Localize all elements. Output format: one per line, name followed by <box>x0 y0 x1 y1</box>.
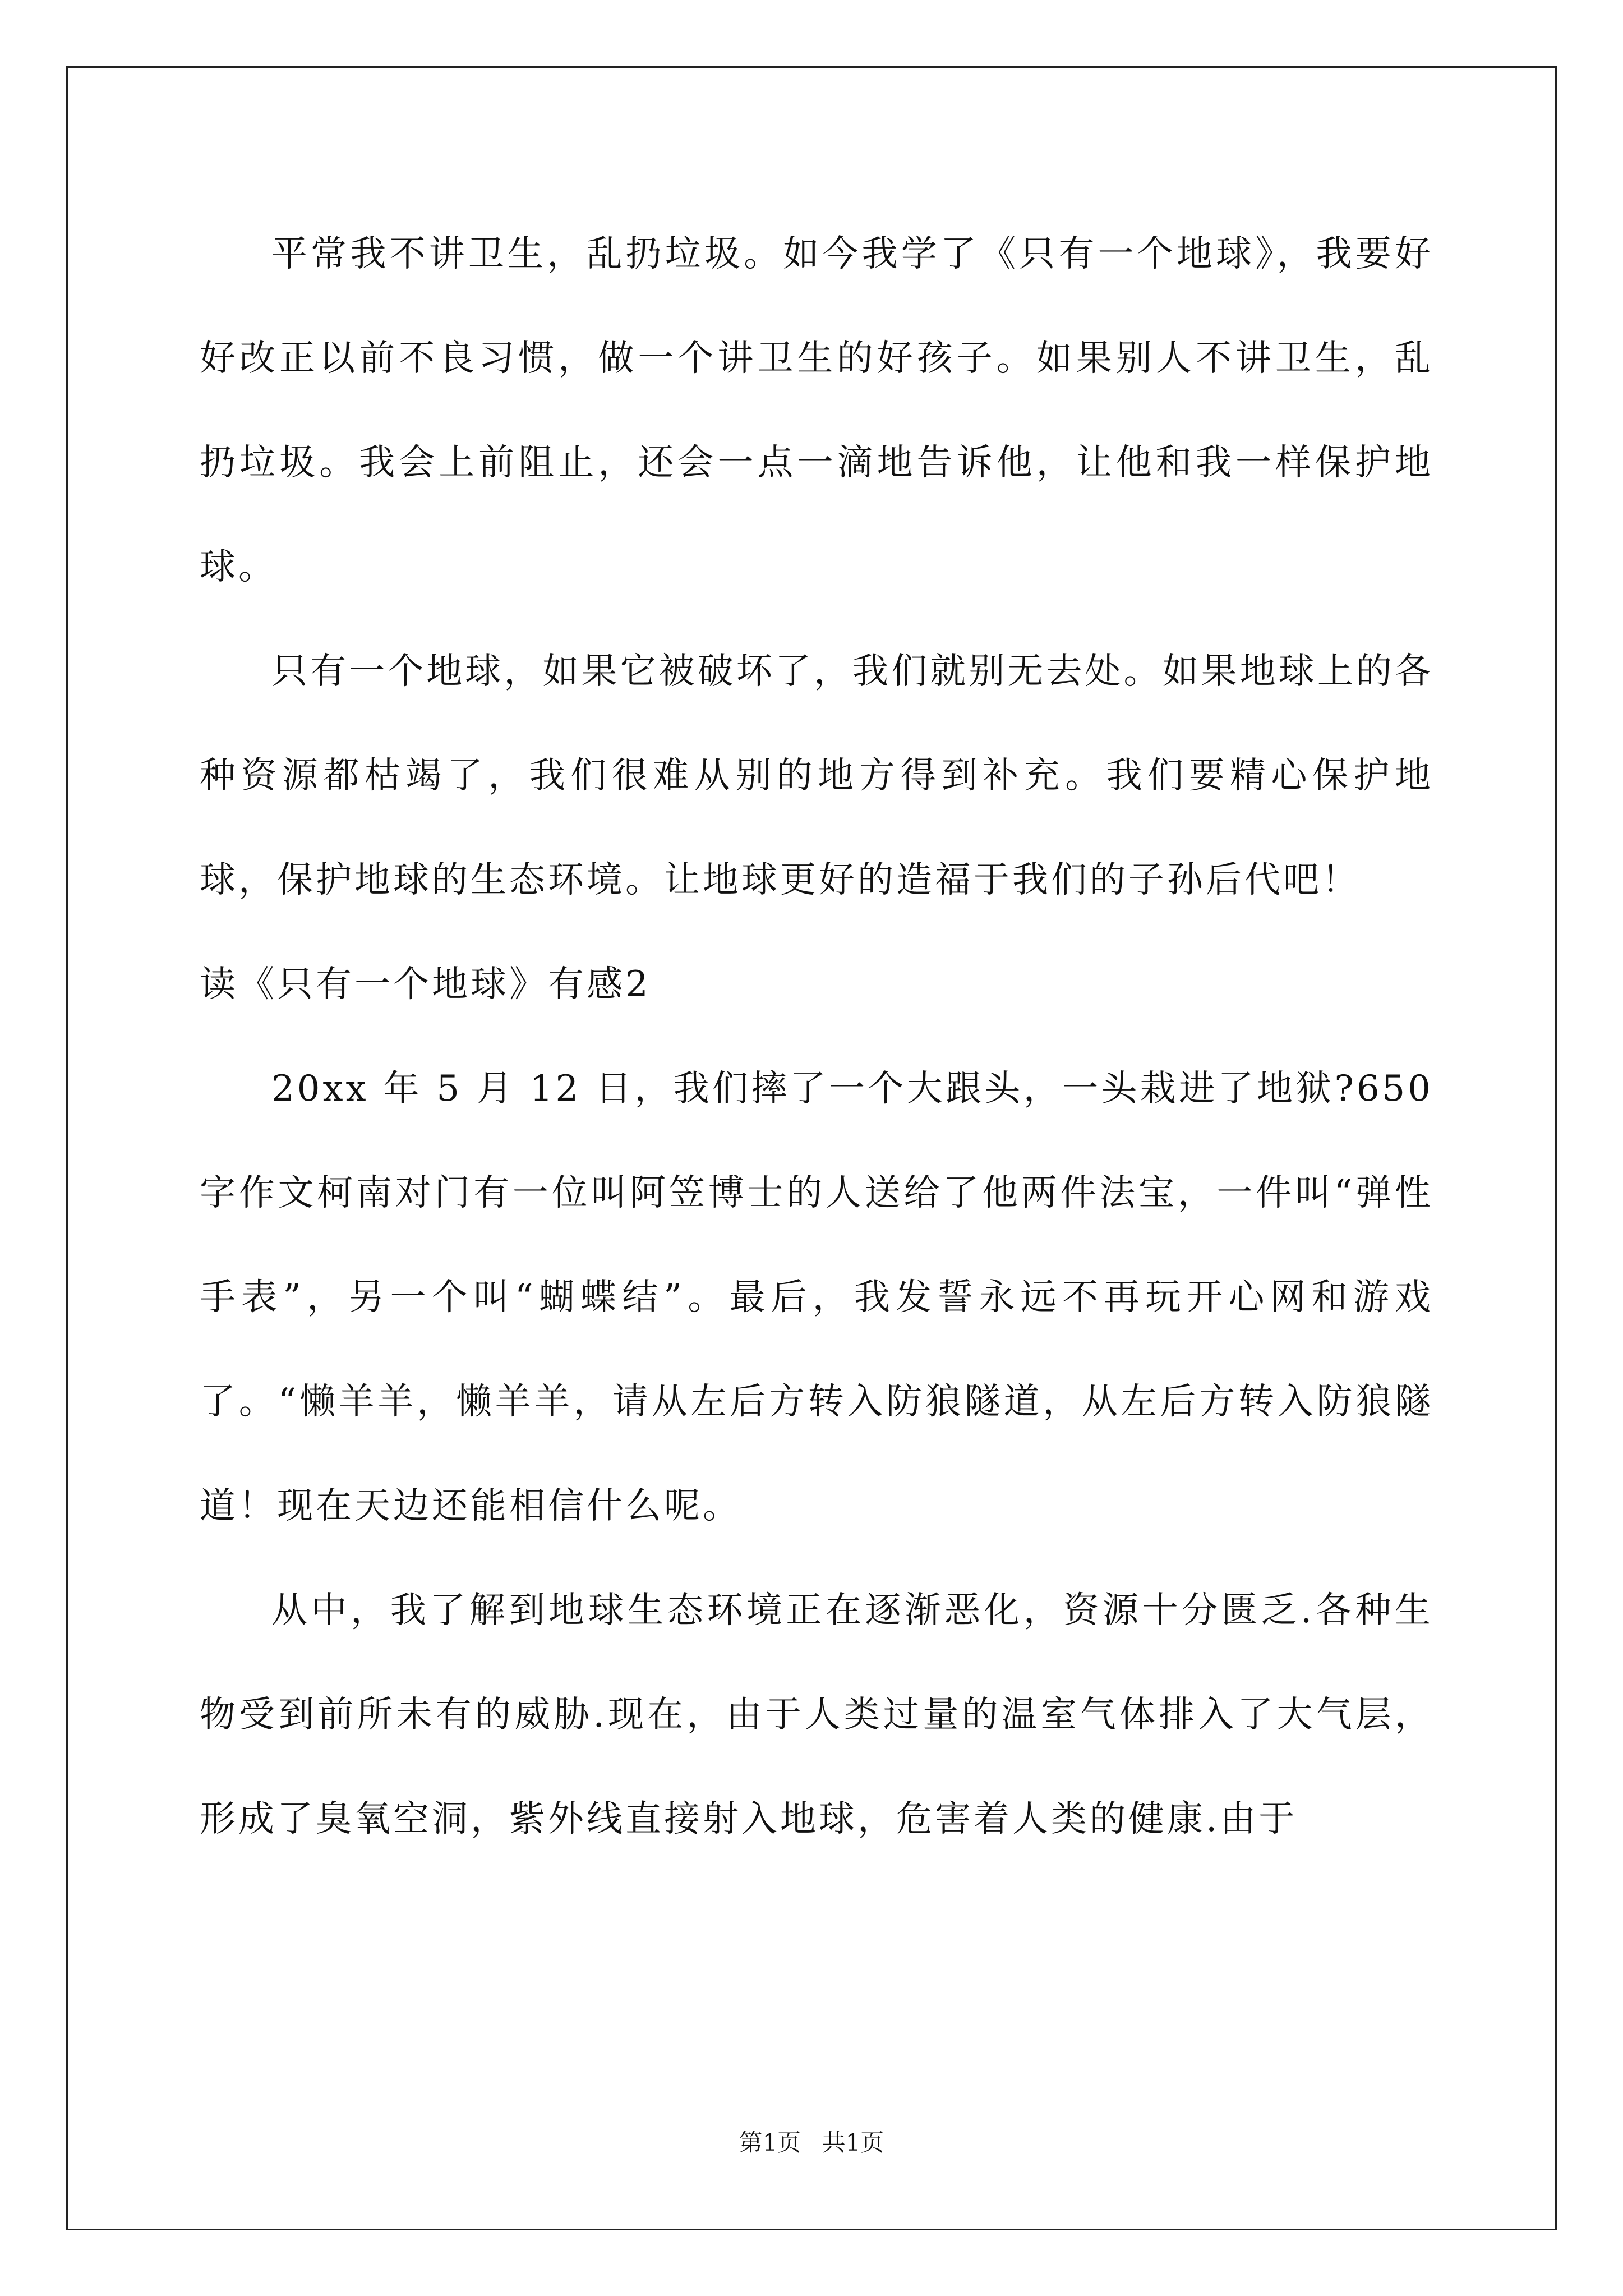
page-number: 第1页 <box>739 2129 801 2156</box>
paragraph: 只有一个地球，如果它被破坏了，我们就别无去处。如果地球上的各种资源都枯竭了，我们很难从别的地方得到补充。我们要精心保护地球，保护地球的生态环境。让地球更好的造福于我们的子孙后代吧！ <box>200 651 1433 901</box>
document-body <box>200 202 1433 1871</box>
page-total: 共1页 <box>822 2129 884 2156</box>
paragraph: 平常我不讲卫生，乱扔垃圾。如今我学了《只有一个地球》，我要好好改正以前不良习惯，做一个讲卫生的好孩子。如果别人不讲卫生，乱扔垃圾。我会上前阻止，还会一点一滴地告诉他，让他和我一样保护地球。 <box>200 233 1433 588</box>
page-footer <box>0 2126 1623 2160</box>
section-title: 读《只有一个地球》有感2 <box>200 964 651 1005</box>
paragraph: 20xx 年 5 月 12 日，我们摔了一个大跟头，一头栽进了地狱?650 字作文柯南对门有一位叫阿笠博士的人送给了他两件法宝，一件叫“弹性手表”，另一个叫“蝴蝶结”。最后，我发誓永远不再玩开心网和游戏了。“懒羊羊，懒羊羊，请从左后方转入防狼隧道，从左后方转入防狼隧道！现在天边还能相信什么呢。 <box>200 1068 1433 1527</box>
paragraph: 从中，我了解到地球生态环境正在逐渐恶化，资源十分匮乏.各种生物受到前所未有的威胁.现在，由于人类过量的温室气体排入了大气层，形成了臭氧空洞，紫外线直接射入地球，危害着人类的健康.由于 <box>200 1590 1433 1840</box>
